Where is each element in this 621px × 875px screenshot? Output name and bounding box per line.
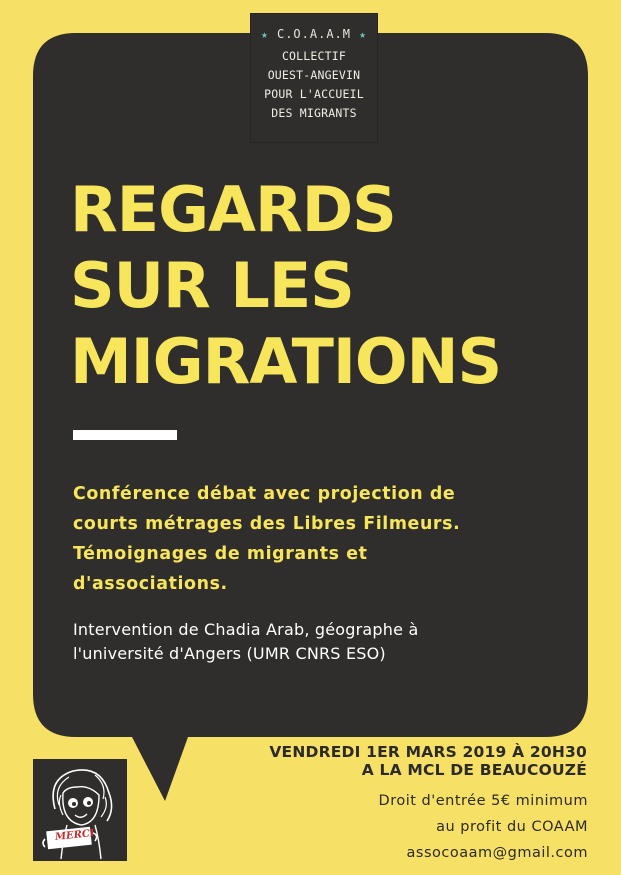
speaker-line: Intervention de Chadia Arab, géographe à [73, 620, 419, 639]
logo-line: COLLECTIF [281, 49, 347, 63]
contact-email[interactable]: assocoaam@gmail.com [406, 845, 588, 861]
speaker-info [73, 618, 553, 666]
event-date: VENDREDI 1ER MARS 2019 À 20H30 [269, 743, 587, 761]
entry-price: Droit d'entrée 5€ minimum [378, 793, 588, 809]
logo-text [251, 47, 377, 123]
description-line: Témoignages de migrants et [73, 544, 368, 564]
title-line: REGARDS [70, 173, 396, 246]
event-place: A LA MCL DE BEAUCOUZÉ [361, 761, 587, 779]
merci-sign-text: MERCI [54, 827, 96, 844]
logo-line: OUEST-ANGEVIN [267, 68, 361, 82]
beneficiary: au profit du COAAM [436, 819, 588, 835]
poster-title [70, 172, 501, 400]
logo-acronym: C.O.A.A.M [276, 27, 352, 41]
description-line: d'associations. [73, 574, 228, 594]
event-description [73, 479, 553, 599]
event-practical-info [379, 788, 588, 866]
event-datetime-place [269, 743, 587, 779]
logo-line: DES MIGRANTS [271, 106, 357, 120]
logo-line: POUR L'ACCUEIL [264, 87, 364, 101]
description-line: Conférence débat avec projection de [73, 484, 456, 504]
description-line: courts métrages des Libres Filmeurs. [73, 514, 461, 534]
merci-character-illustration [33, 759, 127, 861]
speaker-line: l'université d'Angers (UMR CNRS ESO) [73, 644, 386, 663]
merci-drawing [33, 759, 127, 861]
title-divider [73, 430, 177, 440]
title-line: MIGRATIONS [70, 325, 502, 398]
title-line: SUR LES [70, 249, 354, 322]
star-icon: ★ [261, 28, 269, 41]
coaam-logo [251, 14, 377, 142]
star-icon: ★ [359, 28, 367, 41]
logo-acronym-row [251, 27, 377, 41]
